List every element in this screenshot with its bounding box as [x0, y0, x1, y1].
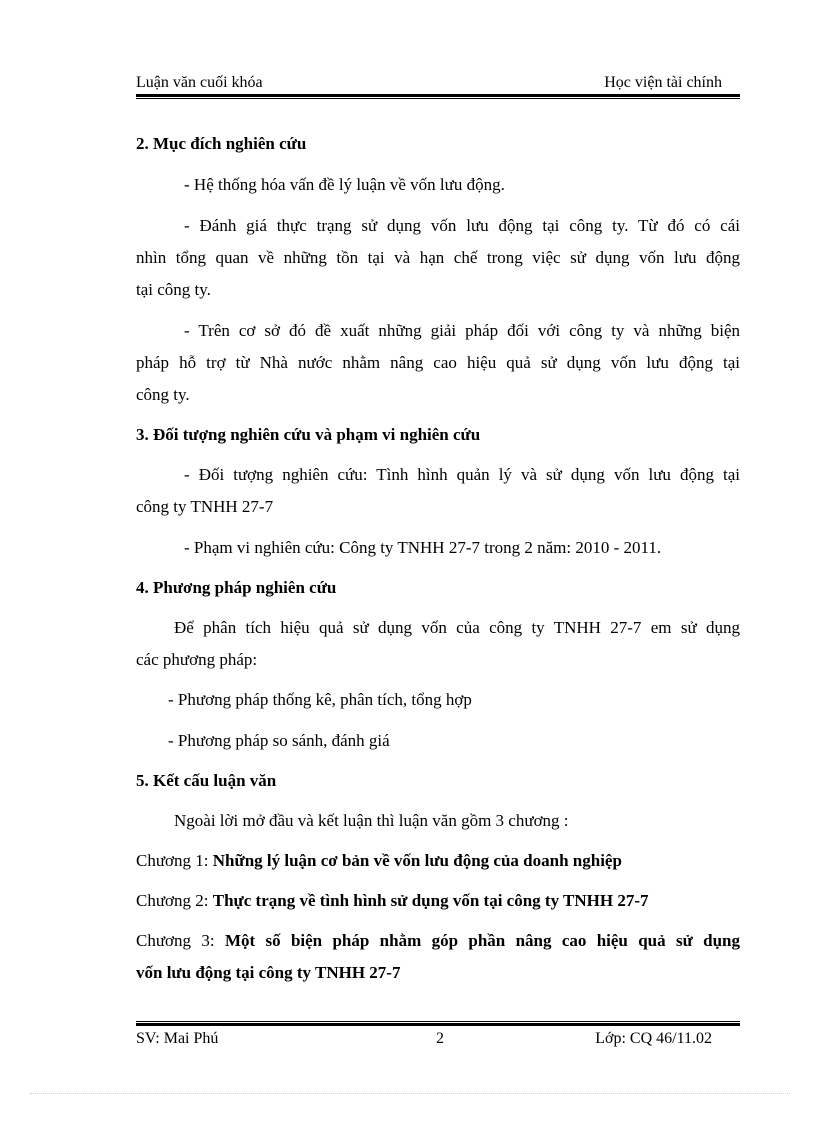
- header-left-title: Luận văn cuối khóa: [136, 74, 263, 91]
- footer-class: Lớp: CQ 46/11.02: [595, 1030, 712, 1047]
- chapter-1-label: Chương 1:: [136, 851, 209, 870]
- list-item: - Phương pháp thống kê, phân tích, tổng hợp: [168, 690, 472, 709]
- footer-rule-thick: [136, 1023, 740, 1026]
- section-4-heading: 4. Phương pháp nghiên cứu: [136, 578, 337, 597]
- footer-page-number: 2: [436, 1030, 444, 1047]
- page-header: [136, 72, 740, 94]
- section-2-heading: 2. Mục đích nghiên cứu: [136, 134, 307, 153]
- paragraph-line: công ty.: [136, 385, 190, 404]
- section-5-heading: 5. Kết cấu luận văn: [136, 771, 277, 790]
- paragraph-line: tại công ty.: [136, 280, 211, 299]
- paragraph-line: Ngoài lời mở đầu và kết luận thì luận văn gồm 3 chương :: [174, 811, 569, 830]
- chapter-1-title: Những lý luận cơ bản về vốn lưu động của doanh nghiệp: [212, 851, 622, 870]
- paragraph-line: Để phân tích hiệu quả sử dụng vốn của công ty TNHH 27-7 em sử dụng: [174, 618, 740, 637]
- paragraph-line: công ty TNHH 27-7: [136, 497, 274, 516]
- paragraph-line: pháp hỗ trợ từ Nhà nước nhằm nâng cao hiệu quả sử dụng vốn lưu động tại: [136, 353, 740, 372]
- header-rule-thick: [136, 94, 740, 97]
- chapter-3-line: [136, 931, 740, 951]
- chapter-2-line: [136, 891, 740, 911]
- paragraph-line: - Trên cơ sở đó đề xuất những giải pháp đối với công ty và những biện: [184, 321, 740, 340]
- header-right-title: Học viện tài chính: [604, 74, 722, 91]
- paragraph-line: - Đánh giá thực trạng sử dụng vốn lưu động tại công ty. Từ đó có cái: [184, 216, 740, 235]
- paragraph-line: các phương pháp:: [136, 650, 258, 669]
- page-bottom-edge: [30, 1093, 790, 1094]
- chapter-3-title: Một số biện pháp nhằm góp phần nâng cao hiệu quả sử dụng: [224, 931, 740, 950]
- paragraph-line: - Đối tượng nghiên cứu: Tình hình quản lý và sử dụng vốn lưu động tại: [184, 465, 740, 484]
- list-item: - Phương pháp so sánh, đánh giá: [168, 731, 390, 750]
- chapter-2-label: Chương 2:: [136, 891, 209, 910]
- header-rule-thin: [136, 98, 740, 99]
- paragraph-line: nhìn tổng quan về những tồn tại và hạn chế trong việc sử dụng vốn lưu động: [136, 248, 740, 267]
- chapter-2-title: Thực trạng về tình hình sử dụng vốn tại công ty TNHH 27-7: [212, 891, 649, 910]
- paragraph-line: - Hệ thống hóa vấn đề lý luận về vốn lưu động.: [184, 175, 505, 194]
- footer-rule-thin: [136, 1021, 740, 1022]
- chapter-3-title-cont: vốn lưu động tại công ty TNHH 27-7: [136, 963, 401, 982]
- paragraph-line: - Phạm vi nghiên cứu: Công ty TNHH 27-7 trong 2 năm: 2010 - 2011.: [184, 538, 662, 557]
- page-footer: [136, 1030, 740, 1052]
- chapter-1-line: [136, 851, 740, 871]
- chapter-3-label: Chương 3:: [136, 931, 215, 950]
- section-3-heading: 3. Đối tượng nghiên cứu và phạm vi nghiên cứu: [136, 425, 481, 444]
- footer-student: SV: Mai Phú: [136, 1030, 219, 1047]
